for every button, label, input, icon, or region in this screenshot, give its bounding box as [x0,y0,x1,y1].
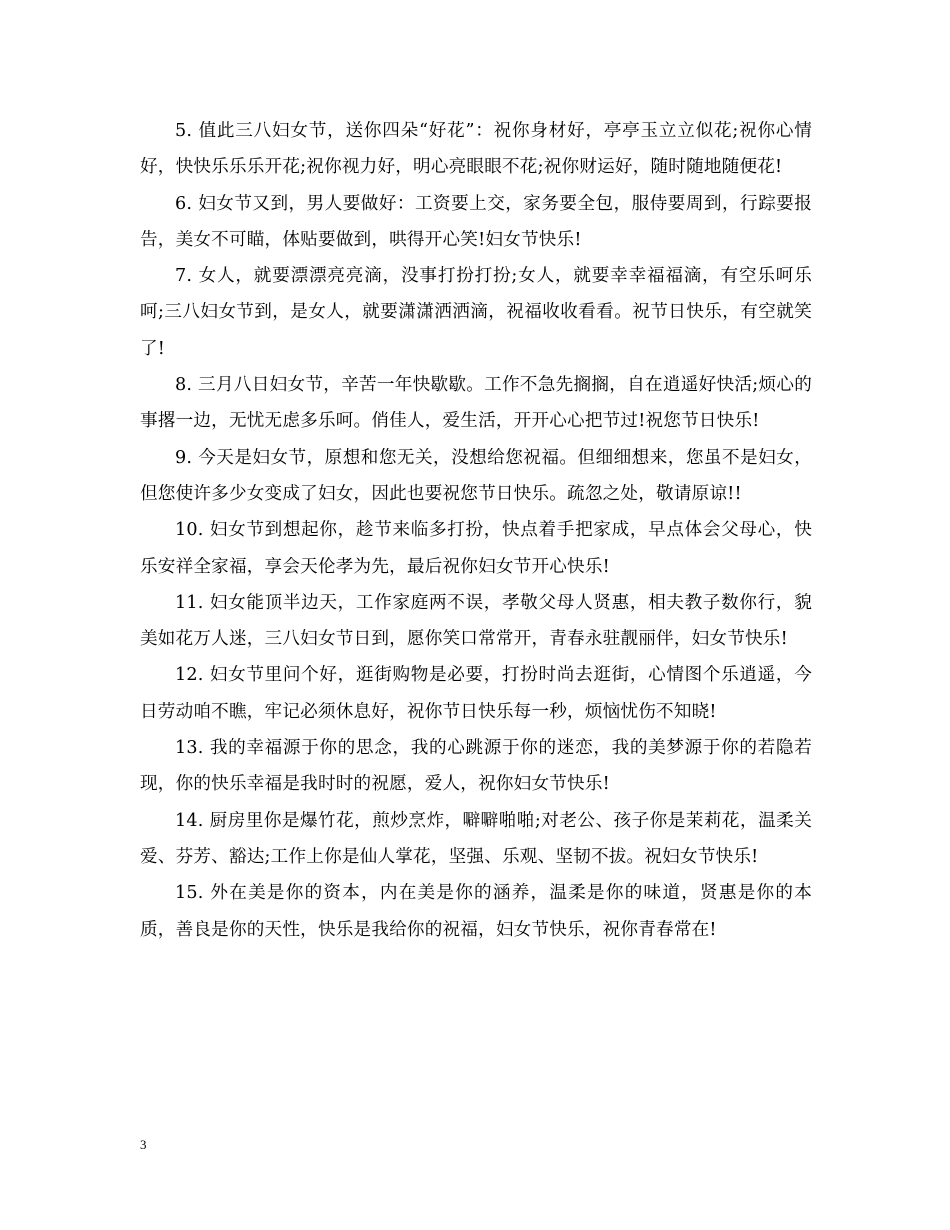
paragraph-13: 13. 我的幸福源于你的思念，我的心跳源于你的迷恋，我的美梦源于你的若隐若现，你的快乐幸福是我时时的祝愿，爱人，祝你妇女节快乐! [140,738,812,795]
paragraph-7: 7. 女人，就要漂漂亮亮滴，没事打扮打扮;女人，就要幸幸福福滴，有空乐呵乐呵;三八妇女节到，是女人，就要潇潇洒洒滴，祝福收收看看。祝节日快乐，有空就笑了! [140,266,812,359]
paragraph-8: 8. 三月八日妇女节，辛苦一年快歇歇。工作不急先搁搁，自在逍遥好快活;烦心的事撂一边，无忧无虑多乐呵。俏佳人，爱生活，开开心心把节过!祝您节日快乐! [140,375,812,432]
paragraph-15: 15. 外在美是你的资本，内在美是你的涵养，温柔是你的味道，贤惠是你的本质，善良是你的天性，快乐是我给你的祝福，妇女节快乐，祝你青春常在! [140,883,812,940]
paragraph-10: 10. 妇女节到想起你，趁节来临多打扮，快点着手把家成，早点体会父母心，快乐安祥全家福，享会天伦孝为先，最后祝你妇女节开心快乐! [140,520,812,577]
paragraph-6: 6. 妇女节又到，男人要做好：工资要上交，家务要全包，服侍要周到，行踪要报告，美女不可瞄，体贴要做到，哄得开心笑!妇女节快乐! [140,193,812,250]
document-body [140,113,812,948]
page-number: 3 [140,1137,147,1152]
paragraph-9: 9. 今天是妇女节，原想和您无关，没想给您祝福。但细细想来，您虽不是妇女，但您使许多少女变成了妇女，因此也要祝您节日快乐。疏忽之处，敬请原谅!! [140,447,812,504]
paragraph-11: 11. 妇女能顶半边天，工作家庭两不误，孝敬父母人贤惠，相夫教子数你行，貌美如花万人迷，三八妇女节日到，愿你笑口常常开，青春永驻靓丽伴，妇女节快乐! [140,592,812,650]
paragraph-12: 12. 妇女节里问个好，逛街购物是必要，打扮时尚去逛街，心情图个乐逍遥，今日劳动咱不瞧，牢记必须休息好，祝你节日快乐每一秒，烦恼忧伤不知晓! [140,665,812,722]
paragraph-5: 5. 值此三八妇女节，送你四朵“好花”：祝你身材好，亭亭玉立立似花;祝你心情好，快快乐乐乐开花;祝你视力好，明心亮眼眼不花;祝你财运好，随时随地随便花! [140,121,812,178]
paragraph-14: 14. 厨房里你是爆竹花，煎炒烹炸，噼噼啪啪;对老公、孩子你是茉莉花，温柔关爱、芬芳、豁达;工作上你是仙人掌花，坚强、乐观、坚韧不拔。祝妇女节快乐! [140,810,812,867]
